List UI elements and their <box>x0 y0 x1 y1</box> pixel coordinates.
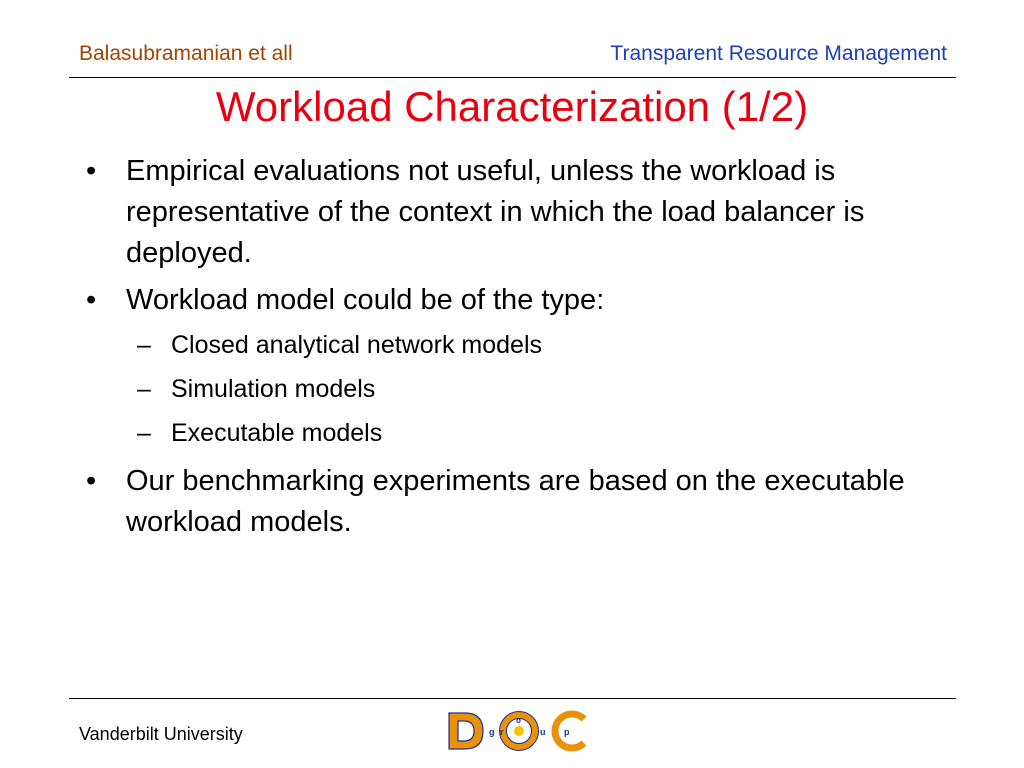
bullet-item <box>0 151 942 274</box>
top-divider <box>69 77 956 78</box>
bullet-item <box>0 280 942 321</box>
sub-bullet-text: Simulation models <box>171 375 376 403</box>
bullet-item <box>0 461 942 543</box>
bullet-icon: • <box>86 465 97 497</box>
doc-group-logo-icon <box>447 709 589 753</box>
bullet-text: Empirical evaluations not useful, unless the workload is representative of the context in which the load balancer is deployed. <box>126 155 865 269</box>
dash-icon: – <box>137 331 151 359</box>
sub-bullet-text: Closed analytical network models <box>171 331 543 359</box>
footer-institution: Vanderbilt University <box>79 724 243 744</box>
slide-title: Workload Characterization (1/2) <box>215 83 809 130</box>
svg-text:u: u <box>540 727 546 737</box>
bottom-divider <box>69 698 956 699</box>
dash-icon: – <box>137 419 151 447</box>
sub-bullet-item <box>0 415 951 451</box>
bullet-text: Workload model could be of the type: <box>126 284 605 316</box>
dash-icon: – <box>137 375 151 403</box>
bullet-icon: • <box>86 284 97 316</box>
sub-bullet-item <box>0 371 951 407</box>
sub-bullet-item <box>0 327 951 363</box>
svg-text:g: g <box>489 727 495 737</box>
bullet-icon: • <box>86 155 97 187</box>
svg-text:r: r <box>500 727 504 737</box>
bullet-text: Our benchmarking experiments are based on the executable workload models. <box>126 465 905 538</box>
header-topic: Transparent Resource Management <box>610 42 947 65</box>
svg-text:p: p <box>564 727 570 737</box>
slide-content <box>0 151 1024 549</box>
header-author: Balasubramanian et all <box>79 42 293 65</box>
sub-bullet-text: Executable models <box>171 419 383 447</box>
svg-text:o: o <box>516 716 521 725</box>
